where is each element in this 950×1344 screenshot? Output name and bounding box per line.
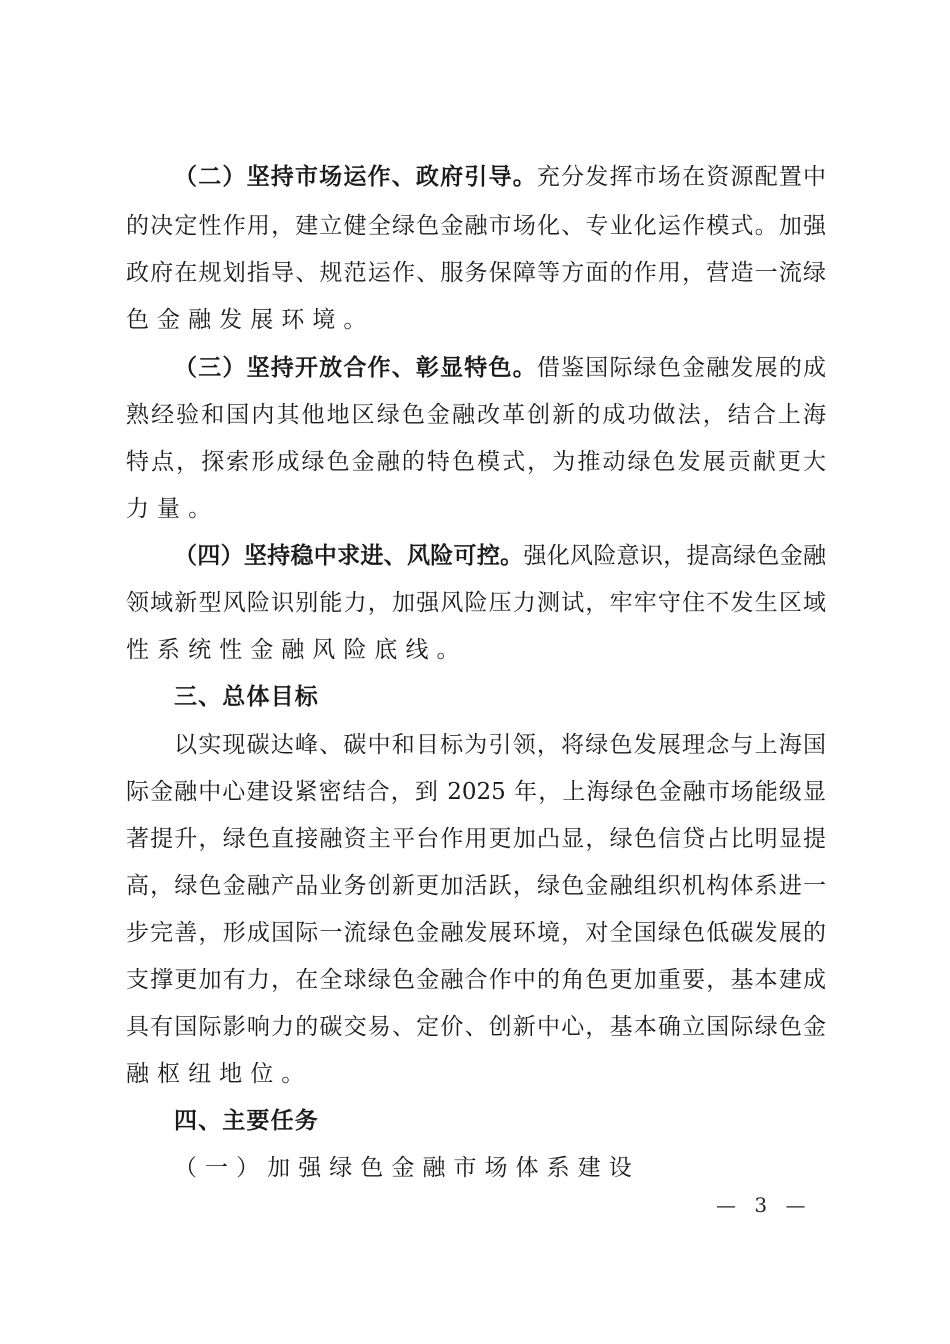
paragraph-line: 领域新型风险识别能力，加强风险压力测试，牢牢守住不发生区域: [126, 590, 826, 616]
paragraph-line: 际金融中心建设紧密结合，到 2025 年，上海绿色金融市场能级显: [126, 779, 826, 805]
paragraph-line: 政府在规划指导、规范运作、服务保障等方面的作用，营造一流绿: [126, 260, 826, 286]
paragraph-line: 支撑更加有力，在全球绿色金融合作中的角色更加重要，基本建成: [126, 967, 826, 993]
paragraph-line: 的决定性作用，建立健全绿色金融市场化、专业化运作模式。加强: [126, 213, 826, 239]
subsection-title: （一）加强绿色金融市场体系建设: [174, 1155, 640, 1181]
paragraph-line: （四）坚持稳中求进、风险可控。强化风险意识，提高绿色金融: [174, 543, 827, 569]
section-title: 三、总体目标: [174, 684, 319, 710]
paragraph-heading: （四）坚持稳中求进、风险可控。: [174, 543, 524, 569]
paragraph-line: 熟经验和国内其他地区绿色金融改革创新的成功做法，结合上海: [126, 402, 826, 428]
paragraph-line: 具有国际影响力的碳交易、定价、创新中心，基本确立国际绿色金: [126, 1014, 826, 1040]
paragraph-line: 融枢纽地位。: [126, 1061, 313, 1087]
paragraph-line: 性系统性金融风险底线。: [126, 637, 468, 663]
paragraph-line: 步完善，形成国际一流绿色金融发展环境，对全国绿色低碳发展的: [126, 920, 826, 946]
page-number: — 3 —: [716, 1193, 812, 1217]
paragraph-line: 特点，探索形成绿色金融的特色模式，为推动绿色发展贡献更大: [126, 449, 826, 475]
section-title: 四、主要任务: [174, 1108, 319, 1134]
paragraph-line: （三）坚持开放合作、彰显特色。借鉴国际绿色金融发展的成: [174, 355, 827, 381]
paragraph-line: 色金融发展环境。: [126, 307, 375, 333]
paragraph-line: （二）坚持市场运作、政府引导。充分发挥市场在资源配置中: [174, 164, 827, 190]
paragraph-heading: （三）坚持开放合作、彰显特色。: [174, 355, 537, 381]
paragraph-line: 著提升，绿色直接融资主平台作用更加凸显，绿色信贷占比明显提: [126, 826, 826, 852]
paragraph-line: 力量。: [126, 496, 220, 522]
paragraph-heading: （二）坚持市场运作、政府引导。: [174, 164, 537, 190]
paragraph-line: 高，绿色金融产品业务创新更加活跃，绿色金融组织机构体系进一: [126, 873, 826, 899]
paragraph-line: 以实现碳达峰、碳中和目标为引领，将绿色发展理念与上海国: [174, 732, 826, 758]
